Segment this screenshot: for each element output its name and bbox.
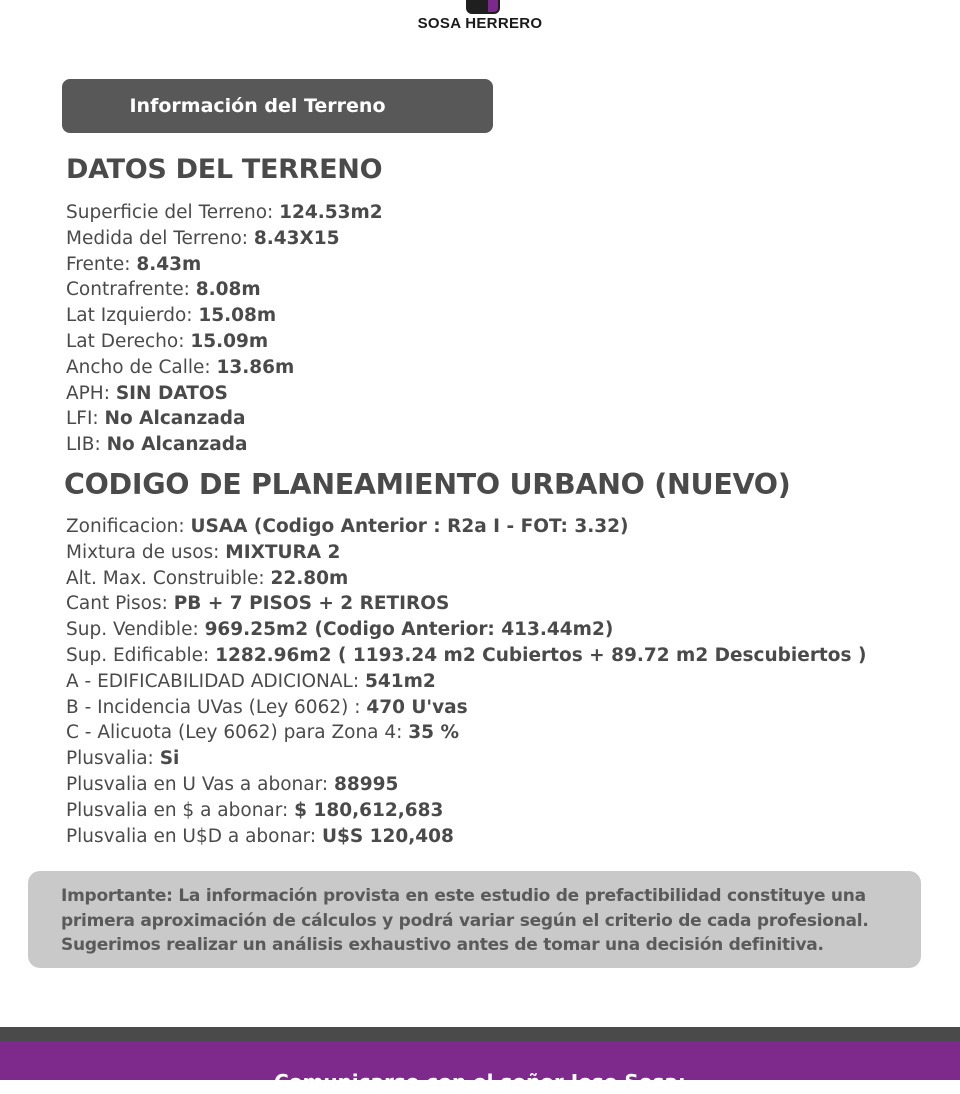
list-item (66, 772, 866, 798)
item-label: B - Incidencia UVas (Ley 6062) : (66, 696, 367, 718)
disclaimer-notice (28, 871, 921, 968)
list-item (66, 226, 383, 252)
footer-divider (0, 1027, 960, 1041)
item-value: No Alcanzada (106, 434, 248, 456)
list-item (66, 277, 383, 303)
list-item (66, 252, 383, 278)
item-value: 1282.96m2 ( 1193.24 m2 Cubiertos + 89.72 m2 Descubiertos ) (215, 644, 867, 666)
item-label: A - EDIFICABILIDAD ADICIONAL: (66, 670, 365, 692)
item-value: 15.08m (198, 305, 277, 327)
list-item (66, 669, 866, 695)
item-value: $ 180,612,683 (294, 799, 444, 821)
item-value: No Alcanzada (104, 408, 246, 430)
list-item (66, 643, 866, 669)
list-item (66, 695, 866, 721)
list-item (66, 824, 866, 850)
item-value: 13.86m (216, 356, 295, 378)
terreno-list (66, 200, 383, 458)
list-item (66, 432, 383, 458)
item-label: Contrafrente: (66, 279, 196, 301)
list-item (66, 746, 866, 772)
item-value: 124.53m2 (279, 202, 383, 223)
list-item (66, 591, 866, 617)
brand-name: SOSA HERRERO (417, 15, 543, 32)
item-value: 541m2 (364, 670, 436, 692)
item-value: PB + 7 PISOS + 2 RETIROS (173, 593, 450, 615)
item-value: 15.09m (190, 330, 269, 352)
item-label: Mixtura de usos: (66, 541, 226, 563)
item-label: Sup. Edificable: (66, 644, 216, 666)
item-label: Alt. Max. Construible: (66, 567, 271, 589)
item-label: Frente: (66, 253, 137, 275)
item-label: Cant Pisos: (66, 593, 174, 615)
list-item (66, 329, 383, 355)
item-label: LIB: (66, 434, 107, 456)
house-logo-icon (466, 0, 500, 14)
brand-logo (0, 0, 960, 40)
codigo-heading: CODIGO DE PLANEAMIENTO URBANO (NUEVO) (64, 468, 791, 501)
item-label: Ancho de Calle: (66, 356, 217, 378)
list-item (66, 303, 383, 329)
item-label: Lat Derecho: (66, 330, 191, 352)
item-value: 8.43m (136, 253, 202, 275)
item-value: 8.08m (195, 279, 261, 301)
list-item (66, 381, 383, 407)
item-value: Si (159, 748, 180, 770)
item-label: C - Alicuota (Ley 6062) para Zona 4: (66, 722, 409, 744)
notice-line: Sugerimos realizar un análisis exhaustivo antes de tomar una decisión definitiva. (61, 935, 824, 955)
list-item (66, 617, 866, 643)
notice-line: primera aproximación de cálculos y podrá variar según el criterio de cada profesional. (61, 910, 869, 931)
item-label: Zonificacion: (66, 516, 191, 537)
item-label: LFI: (66, 408, 105, 430)
list-item (66, 720, 866, 746)
item-label: Plusvalia en U Vas a abonar: (66, 773, 334, 795)
item-label: Plusvalia: (66, 748, 160, 770)
item-value: 22.80m (270, 567, 349, 589)
item-label: Plusvalia en $ a abonar: (66, 799, 295, 821)
list-item (66, 200, 383, 226)
item-label: Plusvalia en U$D a abonar: (66, 825, 322, 847)
contact-text: Comunicarse con el señor Jose Sosa: (274, 1070, 686, 1094)
terreno-heading: DATOS DEL TERRENO (66, 154, 383, 185)
item-label: Sup. Vendible: (66, 619, 205, 641)
item-value: 35 % (408, 722, 460, 744)
item-value: 88995 (334, 773, 399, 795)
list-item (66, 355, 383, 381)
item-label: APH: (66, 382, 116, 404)
item-value: 8.43X15 (253, 227, 340, 249)
item-value: USAA (Codigo Anterior : R2a I - FOT: 3.32) (190, 516, 629, 537)
item-value: 969.25m2 (Codigo Anterior: 413.44m2) (204, 619, 614, 641)
list-item (66, 514, 866, 540)
list-item (66, 406, 383, 432)
list-item (66, 540, 866, 566)
notice-line: Importante: La información provista en este estudio de prefactibilidad constituye una (61, 886, 866, 906)
list-item (66, 566, 866, 592)
item-label: Medida del Terreno: (66, 227, 254, 249)
item-value: U$S 120,408 (321, 825, 454, 847)
contact-footer (0, 1041, 960, 1094)
codigo-list (66, 514, 866, 849)
section-title-pill: Información del Terreno (62, 79, 493, 133)
item-value: MIXTURA 2 (225, 541, 341, 563)
item-label: Superficie del Terreno: (66, 202, 280, 223)
item-value: SIN DATOS (115, 382, 228, 404)
item-value: 470 U'vas (366, 696, 468, 718)
list-item (66, 798, 866, 824)
item-label: Lat Izquierdo: (66, 305, 199, 327)
